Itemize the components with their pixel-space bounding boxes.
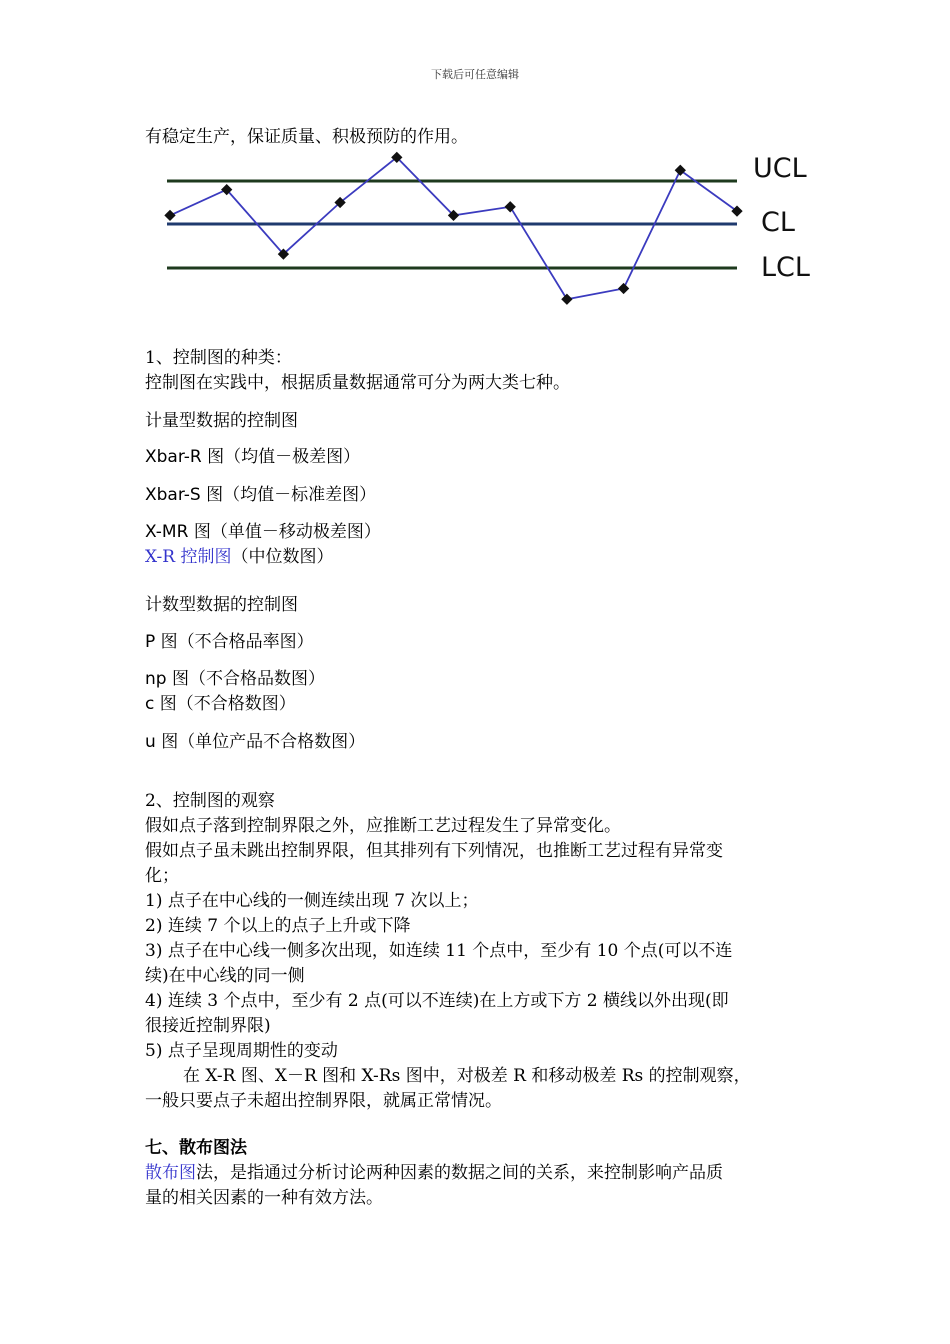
median-chart-link[interactable]: X-R 控制图	[145, 547, 232, 567]
group1-item: Xbar-R 图（均值－极差图）	[145, 447, 361, 467]
group2-item: np 图（不合格品数图）	[145, 669, 325, 689]
list-item: 续)在中心线的同一侧	[145, 966, 305, 986]
s2-p3: 在 X-R 图、X－R 图和 X-Rs 图中，对极差 R 和移动极差 Rs 的控制观察，	[183, 1066, 751, 1086]
list-item: 4) 连续 3 个点中，至少有 2 点(可以不连续)在上方或下方 2 横线以外出现(即	[145, 991, 729, 1011]
group2-item: u 图（单位产品不合格数图）	[145, 732, 366, 752]
group1-item: Xbar-S 图（均值－标准差图）	[145, 485, 377, 505]
series-line	[170, 157, 737, 299]
intro-tail: 有稳定生产，保证质量、积极预防的作用。	[145, 127, 468, 147]
group2-item: P 图（不合格品率图）	[145, 632, 314, 652]
s2-p2: 化；	[145, 866, 179, 886]
lcl-label: LCL	[761, 252, 810, 283]
ucl-label: UCL	[753, 153, 807, 184]
s7-p2: 量的相关因素的一种有效方法。	[145, 1188, 383, 1208]
s7-heading: 七、散布图法	[145, 1138, 247, 1158]
data-point	[561, 294, 572, 305]
data-point	[164, 210, 175, 221]
list-item: 3) 点子在中心线一侧多次出现，如连续 11 个点中，至少有 10 个点(可以不连	[145, 941, 733, 961]
s2-p3: 一般只要点子未超出控制界限，就属正常情况。	[145, 1091, 502, 1111]
page-header: 下载后可任意编辑	[431, 68, 519, 81]
s7-p1: 散布图法，是指通过分析讨论两种因素的数据之间的关系，来控制影响产品质	[145, 1163, 723, 1183]
list-item: 2) 连续 7 个以上的点子上升或下降	[145, 916, 411, 936]
control-chart	[145, 145, 825, 315]
cl-label: CL	[761, 207, 795, 238]
group2-title: 计数型数据的控制图	[145, 595, 298, 615]
list-item: 很接近控制界限)	[145, 1016, 271, 1036]
data-point	[505, 201, 516, 212]
s2-p1: 假如点子落到控制界限之外，应推断工艺过程发生了异常变化。	[145, 816, 621, 836]
s1-intro: 控制图在实践中，根据质量数据通常可分为两大类七种。	[145, 373, 570, 393]
s2-heading: 2、控制图的观察	[145, 791, 275, 811]
group1-item: X-MR 图（单值－移动极差图）	[145, 522, 381, 542]
data-point	[618, 283, 629, 294]
s1-heading: 1、控制图的种类：	[145, 348, 292, 368]
scatter-link[interactable]: 散布图	[145, 1163, 196, 1183]
group1-title: 计量型数据的控制图	[145, 411, 298, 431]
list-item: 5) 点子呈现周期性的变动	[145, 1041, 338, 1061]
list-item: 1) 点子在中心线的一侧连续出现 7 次以上；	[145, 891, 479, 911]
group2-item: c 图（不合格数图）	[145, 694, 296, 714]
s2-p2: 假如点子虽未跳出控制界限，但其排列有下列情况，也推断工艺过程有异常变	[145, 841, 723, 861]
median-chart-line: X-R 控制图（中位数图）	[145, 547, 334, 567]
